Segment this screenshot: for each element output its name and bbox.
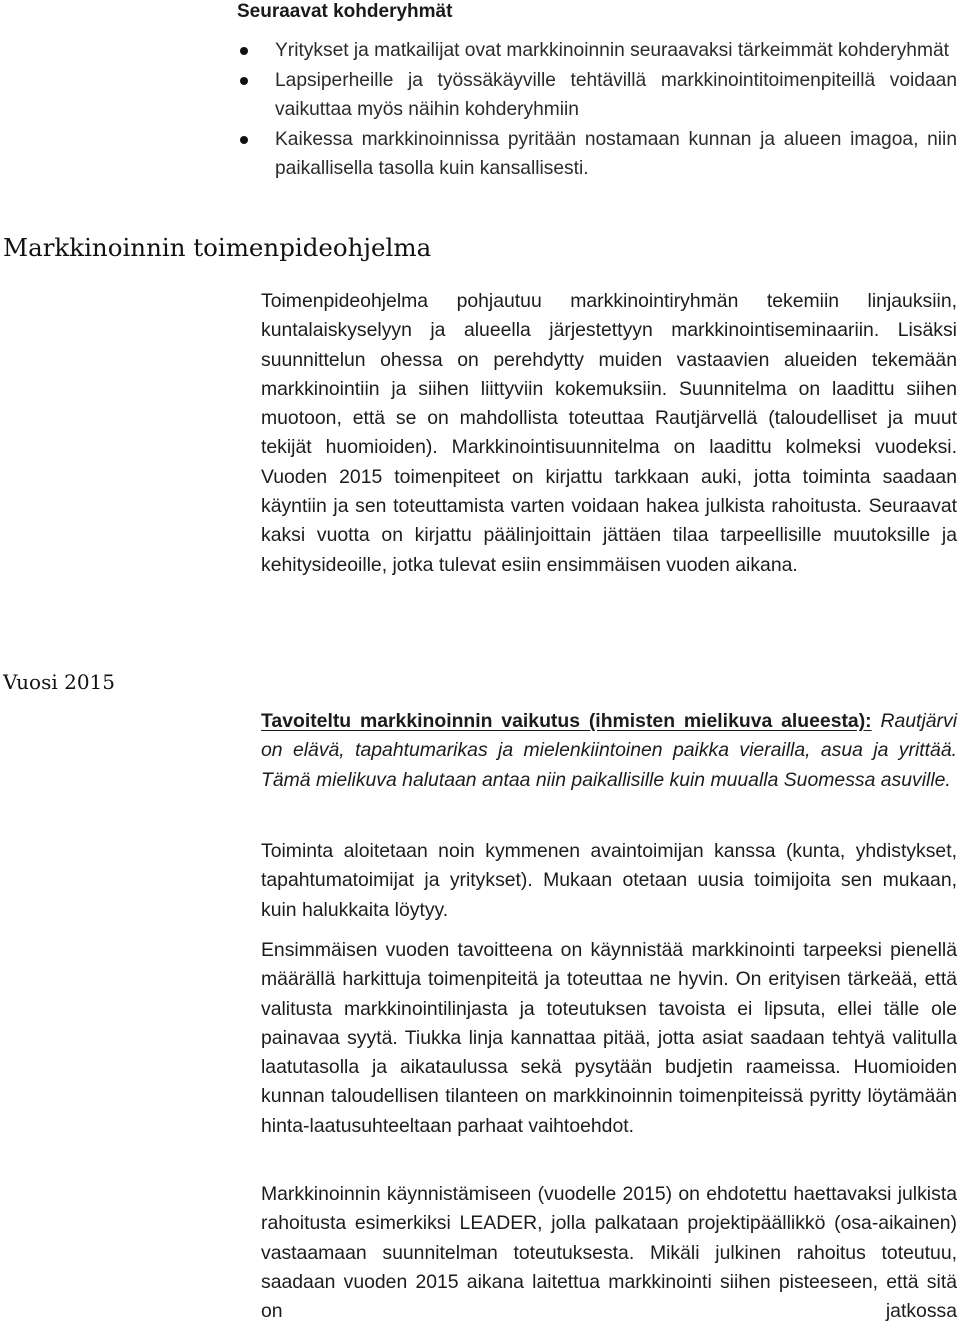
bullet-icon	[240, 47, 248, 55]
bullet-icon	[240, 136, 248, 144]
list-item-text: Lapsiperheille ja työssäkäyville tehtävillä markkinointitoimenpiteillä voidaan vaikuttaa myös näihin kohderyhmiin	[275, 69, 957, 120]
sub-heading: Seuraavat kohderyhmät	[237, 1, 453, 22]
goal-text: Rautjärvi on elävä, tapahtumarikas ja mielenkiintoinen paikka vierailla, asua ja yrittää. Tämä mielikuva halutaan antaa niin paikallisille kuin muualla Suomessa asuville.	[261, 710, 957, 791]
start-paragraph: Toiminta aloitetaan noin kymmenen avaintoimijan kanssa (kunta, yhdistykset, tapahtumatoimijat ja yritykset). Mukaan otetaan uusia toimijoita sen mukaan, kuin halukkaita löytyy.	[261, 840, 957, 921]
intro-paragraph: Toimenpideohjelma pohjautuu markkinointiryhmän tekemiin linjauksiin, kuntalaiskyselyyn ja alueella järjestettyyn markkinointiseminaariin. Lisäksi suunnittelun ohessa on perehdytty muiden vastaavien alueiden tekemään markkinointiin ja siihen liittyviin kokemuksiin. Suunnitelma on laadittu siihen muotoon, että se on mahdollista toteuttaa Rautjärvellä (taloudelliset ja muut tekijät huomioiden). Markkinointisuunnitelma on laadittu kolmeksi vuodeksi. Vuoden 2015 toimenpiteet on kirjattu tarkkaan auki, jotta toiminta saadaan käyntiin ja sen toteuttamista varten voidaan hakea julkista rahoitusta. Seuraavat kaksi vuotta on kirjattu päälinjoittain jättäen tilaa tarpeellisille muutoksille ja kehitysideoille, jotka tulevat esiin ensimmäisen vuoden aikana.	[261, 290, 957, 576]
section-heading: Markkinoinnin toimenpideohjelma	[3, 233, 432, 262]
year-heading: Vuosi 2015	[3, 670, 116, 694]
list-item	[237, 66, 957, 125]
list-item-text: Yritykset ja matkailijat ovat markkinoinnin seuraavaksi tärkeimmät kohderyhmät	[275, 40, 949, 61]
goal-paragraph	[261, 707, 957, 795]
launch-paragraph: Markkinoinnin käynnistämiseen (vuodelle 2015) on ehdotettu haettavaksi julkista rahoitusta esimerkiksi LEADER, jolla palkataan projektipäällikkö (osa-aikainen) vastaamaan suunnitelman toteutuksesta. Mikäli julkinen rahoitus toteutuu, saadaan vuoden 2015 aikana laitettua markkinointi siihen pisteeseen, että sitä on jatkossa	[261, 1183, 957, 1323]
first-year-paragraph: Ensimmäisen vuoden tavoitteena on käynnistää markkinointi tarpeeksi pienellä määrällä harkittuja toimenpiteitä ja toteuttaa ne hyvin. On erityisen tärkeää, että valitusta markkinointilinjasta ja toteutuksen tavoista ei lipsuta, ellei tälle ole painavaa syytä. Tiukka linja kannattaa pitää, jotta asiat saadaan tehtyä valitulla laatutasolla ja aikataulussa sekä pysytään budjetin raameissa. Huomioiden kunnan taloudellisen tilanteen on markkinoinnin toimenpiteissä pyritty löytämään hinta-laatusuhteeltaan parhaat vaihtoehdot.	[261, 939, 957, 1137]
goal-label: Tavoiteltu markkinoinnin vaikutus (ihmisten mielikuva alueesta):	[261, 710, 872, 732]
list-item	[237, 125, 957, 184]
bullet-icon	[240, 77, 248, 85]
list-item	[237, 36, 957, 66]
target-group-list	[237, 36, 957, 184]
list-item-text: Kaikessa markkinoinnissa pyritään nostamaan kunnan ja alueen imagoa, niin paikallisella tasolla kuin kansallisesti.	[275, 128, 957, 179]
